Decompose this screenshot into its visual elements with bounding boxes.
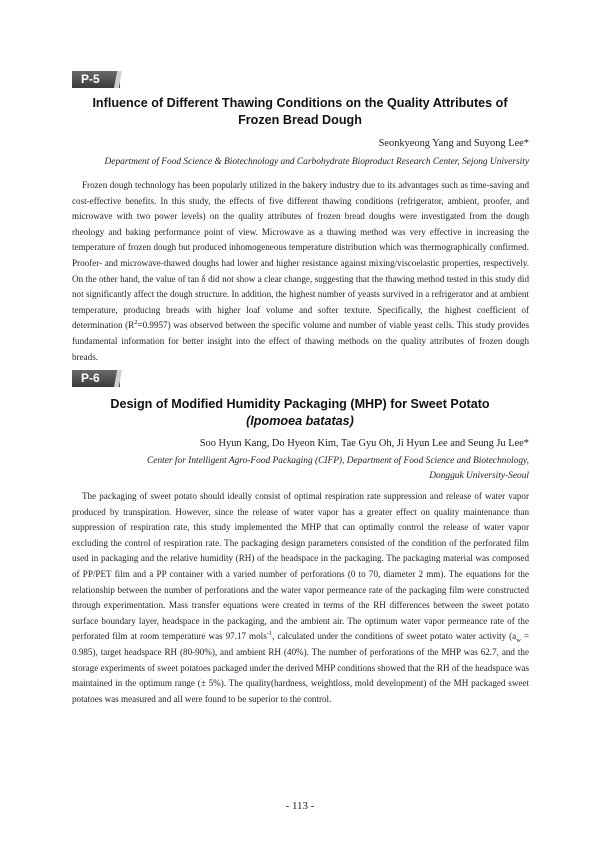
abstract-title — [70, 396, 530, 430]
abstract-text: The packaging of sweet potato should ideally consist of optimal respiration rate suppression and release of water vapor produced by transpiration. However, since the release of water vapor has a greater effect on quality maintenance than suppression of respiration rate, this study implemented the MHP that can optimally control the release of water vapor excluding the control of respiration rate. The packaging design parameters consisted of the condition of the perforated film used in packaging and the relative humidity (RH) of the headspace in the packaging. The packaging material was composed of PP/PET film and a PP container with a varied number of perforations (0 to 70, diameter 2 mm). The equations for the relationship between the number of perforations and the water vapor permeance rate of the packaging film were constructed through experimentation. Mass transfer equations were created in terms of the RH differences between the sweet potato surface boundary layer, headspace in the packaging, and the ambient air. The optimum water vapor permeance rate of the perforated film at room temperature was 97.17 mols — [72, 491, 529, 642]
affiliation: Department of Food Science & Biotechnology and Carbohydrate Bioproduct Research Center, Sejong University — [104, 157, 529, 167]
abstract-superscript: 2 — [134, 319, 138, 327]
abstract-body — [72, 178, 529, 365]
page-number: - 113 - — [285, 800, 315, 812]
author-list: Seonkyeong Yang and Suyong Lee* — [378, 138, 529, 149]
abstract-body — [72, 489, 529, 707]
abstract-title — [70, 95, 530, 129]
abstract-superscript: -1 — [266, 630, 273, 638]
badge-label: P-5 — [81, 72, 100, 86]
section-badge — [72, 71, 120, 88]
title-line: Influence of Different Thawing Conditions on the Quality Attributes of — [92, 96, 508, 110]
affiliation — [147, 454, 529, 484]
author-list: Soo Hyun Kang, Do Hyeon Kim, Tae Gyu Oh, Ji Hyun Lee and Seung Ju Lee* — [199, 438, 529, 449]
abstract-subscript: w — [516, 637, 521, 645]
abstract-text: = 0.985), target headspace RH (80-90%), and ambient RH (40%). The number of perforations of the MHP was 62.7, and the storage experiments of sweet potatoes packaged under the derived MHP conditions showed that the RH of the headspace was maintained in the optimum range (± 5%). The quality(hardness, weightloss, mold development) of the MH packaged sweet potatoes was measured and all were found to be superior to the control. — [72, 631, 530, 704]
title-line: Frozen Bread Dough — [238, 113, 362, 127]
abstract-text: =0.9957) was observed between the specific volume and number of viable yeast cells. This study provides fundamental information for better insight into the effect of thawing methods on the quality attributes of frozen dough breads. — [72, 320, 530, 362]
affiliation-line: Center for Intelligent Agro-Food Packaging (CIFP), Department of Food Science and Biotechnology, — [147, 456, 529, 466]
badge-label: P-6 — [81, 371, 100, 385]
section-badge — [72, 370, 120, 387]
abstract-text: Frozen dough technology has been popularly utilized in the bakery industry due to its advantages such as time-saving and cost-effective benefits. In this study, the effects of five different thawing conditions (refrigerator, ambient, proofer, and microwave with two power levels) on the quality attributes of frozen bread doughs were investigated from the dough rheology and baking performance point of view. Microwave as a thawing method was very effective in increasing the temperature of frozen dough but produced inhomogeneous temperature distribution which was thermographically confirmed. Proofer- and microwave-thawed doughs had lower and higher resistance against mixing/viscoelastic properties, respectively. On the other hand, the value of tan δ did not show a clear change, suggesting that the thawing method tested in this study did not significantly affect the dough structure. In addition, the highest number of yeasts survived in a refrigerator and at ambient temperature, producing breads with higher loaf volume and softer texture. Specifically, the highest coefficient of determination (R — [72, 180, 529, 331]
abstract-text: , calculated under the conditions of sweet potato water activity (a — [272, 631, 517, 642]
title-line-italic: (Ipomoea batatas) — [246, 414, 354, 428]
affiliation-line: Dongguk University-Seoul — [429, 471, 529, 481]
title-line: Design of Modified Humidity Packaging (MHP) for Sweet Potato — [110, 397, 490, 411]
